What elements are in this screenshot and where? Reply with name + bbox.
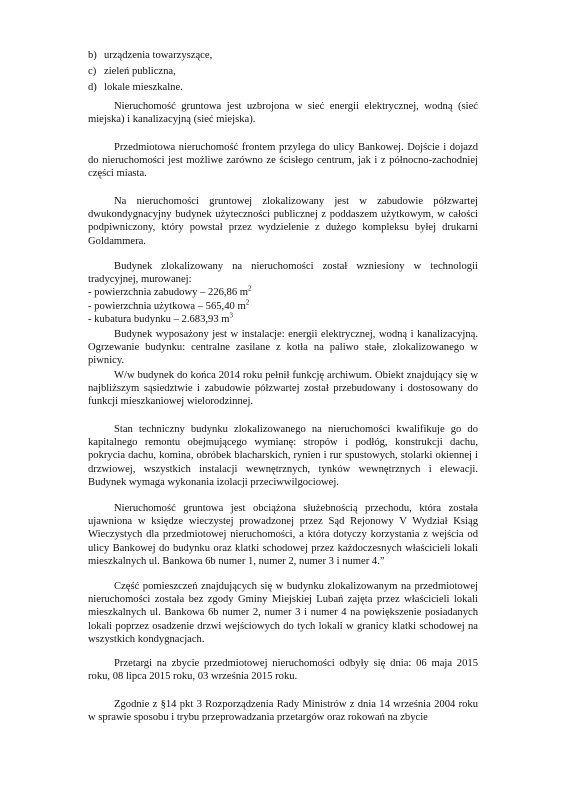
paragraph-text: Zgodnie z §14 pkt 3 Rozporządzenia Rady Ministrów z dnia 14 września 2004 roku w sprawie sposobu i trybu przeprowadzania przetargów oraz rokowań na zbycie: [88, 699, 478, 724]
building-area-line: - powierzchnia zabudowy – 226,86 $m^2$: [88, 284, 252, 299]
building-technology-paragraph: [88, 260, 478, 326]
building-description-paragraph: [88, 195, 478, 248]
amenities-list: [88, 48, 488, 96]
list-marker: d): [88, 82, 97, 93]
paragraph-text: Część pomieszczeń znajdujących się w budynku zlokalizowanym na przedmiotowej nieruchomości została bez zgody Gminy Miejskiej Lubań zajęta przez właścicieli lokali mieszkalnych ul. Bankowa 6b numer 2, numer 3 i numer 4 na powiększenie posiadanych lokali poprzez osadzenie drzwi wejściowych do tych lokali w granicy klatki schodowej na wszystkich kondygnacjach.: [88, 581, 478, 645]
paragraph-text: Na nieruchomości gruntowej zlokalizowany jest w zabudowie półzwartej dwukondygnacyjny budynek użyteczności publicznej z poddaszem użytkowym, w całości podpiwniczony, który powstał przez wydzielenie z dużego kompleksu byłej drukarni Goldammera.: [88, 196, 478, 247]
paragraph-text: Budynek wyposażony jest w instalacje: energii elektrycznej, wodną i kanalizacyjną. Ogrzewanie budynku: centralne zasilane z kotła na paliwo stałe, zlokalizowanego w piwnicy.: [88, 329, 478, 367]
list-item: [88, 64, 488, 80]
list-item: [88, 48, 488, 64]
list-marker: b): [88, 50, 97, 61]
tenders-paragraph: [88, 657, 478, 683]
paragraph-text: Stan techniczny budynku zlokalizowanego na nieruchomości kwalifikuje go do kapitalnego remontu obejmującego wymianę: stropów i podłóg, konstrukcji dachu, pokrycia dachu, komina, obróbek blacharskich, rynien i rur spustowych, stolarki okiennej i drzwiowej, wszystkich instalacji wewnętrznych, tynków wewnętrznych i elewacji. Budynek wymaga wykonania izolacji przeciwwilgociowej.: [88, 424, 478, 488]
utilities-paragraph: [88, 100, 478, 126]
installations-paragraph: [88, 328, 478, 368]
paragraph-text: Przetargi na zbycie przedmiotowej nieruchomości odbyły się dnia: 06 maja 2015 roku, 08 lipca 2015 roku, 03 września 2015 roku.: [88, 658, 478, 683]
usable-area-line: - powierzchnia użytkowa – 565,40 $m^2$: [88, 298, 250, 312]
easement-paragraph: [88, 502, 478, 568]
technical-condition-paragraph: [88, 423, 478, 489]
list-item-text: lokale mieszkalne.: [104, 82, 183, 93]
list-item: [88, 80, 488, 96]
paragraph-text: Nieruchomość gruntowa jest obciążona służebnością przechodu, która została ujawniona w księdze wieczystej prowadzonej przez Sąd Rejonowy V Wydział Ksiąg Wieczystych dla przedmiotowej nieruchomości, a która dotyczy korzystania z wejścia od ulicy Bankowej do budynku oraz klatki schodowej przez każdoczesnych właścicieli lokali mieszkalnych ul. Bankowa 6b numer 1, numer 2, numer 3 i numer 4.”: [88, 503, 478, 567]
paragraph-text: Nieruchomość gruntowa jest uzbrojona w sieć energii elektrycznej, wodną (sieć miejska) i kanalizacyjną (sieć miejska).: [88, 101, 478, 126]
regulation-paragraph: [88, 698, 478, 724]
list-item-text: zieleń publiczna,: [104, 66, 176, 77]
paragraph-text: Przedmiotowa nieruchomość frontem przylega do ulicy Bankowej. Dojście i dojazd do nieruchomości jest możliwe zarówno ze ścisłego centrum, jak i z północno-zachodniej części miasta.: [88, 142, 478, 180]
volume-line: - kubatura budynku – 2.683,93 $m^3$: [88, 311, 234, 325]
archive-function-paragraph: [88, 369, 478, 409]
paragraph-text: Budynek zlokalizowany na nieruchomości został wzniesiony w technologii tradycyjnej, murowanej:: [88, 261, 478, 286]
occupied-rooms-paragraph: [88, 580, 478, 646]
list-item-text: urządzenia towarzyszące,: [104, 50, 213, 61]
access-paragraph: [88, 141, 478, 181]
list-marker: c): [88, 66, 97, 77]
paragraph-text: W/w budynek do końca 2014 roku pełnił funkcję archiwum. Obiekt znajdujący się w najbliższym sąsiedztwie i zabudowie półzwartej został przebudowany i dostosowany do funkcji mieszkaniowej wielorodzinnej.: [88, 370, 478, 408]
